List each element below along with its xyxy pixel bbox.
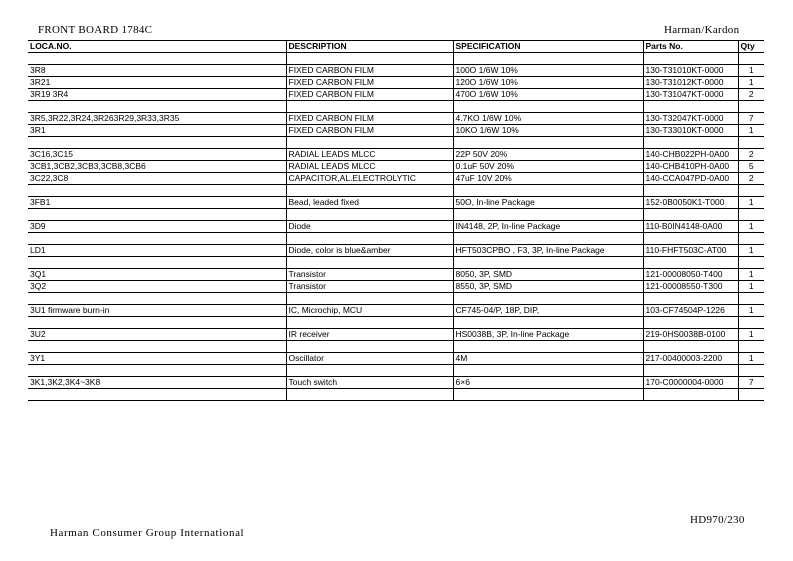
table-row [28, 269, 764, 281]
parts-no-cell [643, 101, 738, 113]
table-row [28, 173, 764, 185]
description-cell [286, 209, 453, 221]
location-cell: 3Q2 [28, 281, 286, 293]
table-row [28, 77, 764, 89]
description-cell: Diode [286, 221, 453, 233]
specification-cell: 4.7KO 1/6W 10% [453, 113, 643, 125]
parts-no-cell: 140-CHB022PH-0A00 [643, 149, 738, 161]
description-cell [286, 341, 453, 353]
qty-cell [738, 185, 764, 197]
description-cell: FIXED CARBON FILM [286, 65, 453, 77]
qty-cell: 7 [738, 113, 764, 125]
qty-cell [738, 317, 764, 329]
qty-cell [738, 293, 764, 305]
column-header-location: LOCA.NO. [28, 41, 286, 53]
description-cell [286, 389, 453, 401]
parts-no-cell: 130-T31012KT-0000 [643, 77, 738, 89]
qty-cell: 1 [738, 65, 764, 77]
parts-no-cell [643, 185, 738, 197]
location-cell [28, 185, 286, 197]
specification-cell: HFT503CPBO , F3, 3P, In-line Package [453, 245, 643, 257]
qty-cell: 1 [738, 245, 764, 257]
specification-cell: 47uF 10V 20% [453, 173, 643, 185]
specification-cell [453, 257, 643, 269]
parts-no-cell: 170-C0000004-0000 [643, 377, 738, 389]
parts-no-cell: 130-T31010KT-0000 [643, 65, 738, 77]
qty-cell: 1 [738, 329, 764, 341]
description-cell: RADIAL LEADS MLCC [286, 161, 453, 173]
qty-cell: 1 [738, 221, 764, 233]
specification-cell: 6×6 [453, 377, 643, 389]
qty-cell: 2 [738, 89, 764, 101]
table-row [28, 209, 764, 221]
parts-no-cell: 130-T32047KT-0000 [643, 113, 738, 125]
table-row [28, 113, 764, 125]
table-row [28, 257, 764, 269]
qty-cell: 1 [738, 125, 764, 137]
table-row [28, 89, 764, 101]
parts-no-cell [643, 137, 738, 149]
table-row [28, 137, 764, 149]
qty-cell: 1 [738, 281, 764, 293]
document-title: FRONT BOARD 1784C [38, 24, 153, 36]
description-cell [286, 365, 453, 377]
parts-list-table [28, 40, 764, 401]
column-header-parts-no: Parts No. [643, 41, 738, 53]
parts-no-cell: 219-0HS0038B-0100 [643, 329, 738, 341]
qty-cell [738, 365, 764, 377]
location-cell: 3FB1 [28, 197, 286, 209]
description-cell [286, 185, 453, 197]
specification-cell [453, 137, 643, 149]
specification-cell [453, 389, 643, 401]
column-header-description: DESCRIPTION [286, 41, 453, 53]
table-row [28, 365, 764, 377]
description-cell: FIXED CARBON FILM [286, 77, 453, 89]
description-cell: IR receiver [286, 329, 453, 341]
table-row [28, 125, 764, 137]
page-reference: HD970/230 [690, 514, 745, 526]
location-cell: 3Y1 [28, 353, 286, 365]
table-row [28, 377, 764, 389]
table-row [28, 53, 764, 65]
column-header-qty: Qty [738, 41, 764, 53]
location-cell [28, 137, 286, 149]
qty-cell: 5 [738, 161, 764, 173]
parts-no-cell: 121-00008050-T400 [643, 269, 738, 281]
location-cell: LD1 [28, 245, 286, 257]
specification-cell: 8550, 3P, SMD [453, 281, 643, 293]
description-cell [286, 233, 453, 245]
parts-no-cell: 130-T33010KT-0000 [643, 125, 738, 137]
parts-no-cell: 110-B0IN4148-0A00 [643, 221, 738, 233]
table-row [28, 161, 764, 173]
location-cell: 3R5,3R22,3R24,3R263R29,3R33,3R35 [28, 113, 286, 125]
specification-cell [453, 365, 643, 377]
specification-cell: 120O 1/6W 10% [453, 77, 643, 89]
table-row [28, 305, 764, 317]
table-row [28, 197, 764, 209]
qty-cell: 1 [738, 269, 764, 281]
location-cell [28, 365, 286, 377]
location-cell [28, 389, 286, 401]
qty-cell: 1 [738, 197, 764, 209]
description-cell: Touch switch [286, 377, 453, 389]
location-cell [28, 233, 286, 245]
qty-cell [738, 341, 764, 353]
table-row [28, 293, 764, 305]
parts-no-cell [643, 293, 738, 305]
location-cell [28, 101, 286, 113]
table-row [28, 185, 764, 197]
location-cell: 3R21 [28, 77, 286, 89]
description-cell: Oscillator [286, 353, 453, 365]
description-cell [286, 293, 453, 305]
description-cell: FIXED CARBON FILM [286, 113, 453, 125]
description-cell: FIXED CARBON FILM [286, 89, 453, 101]
location-cell [28, 293, 286, 305]
table-row [28, 329, 764, 341]
specification-cell: 8050, 3P, SMD [453, 269, 643, 281]
description-cell: CAPACITOR,AL.ELECTROLYTIC [286, 173, 453, 185]
table-row [28, 65, 764, 77]
location-cell: 3R1 [28, 125, 286, 137]
location-cell: 3Q1 [28, 269, 286, 281]
table-row [28, 149, 764, 161]
specification-cell [453, 293, 643, 305]
specification-cell: HS0038B, 3P, In-line Package [453, 329, 643, 341]
parts-no-cell: 217-00400003-2200 [643, 353, 738, 365]
table-row [28, 101, 764, 113]
qty-cell [738, 53, 764, 65]
parts-no-cell: 152-0B0050K1-T000 [643, 197, 738, 209]
specification-cell: 4M [453, 353, 643, 365]
location-cell: 3U1 firmware burn-in [28, 305, 286, 317]
parts-no-cell: 140-CCA047PD-0A00 [643, 173, 738, 185]
table-row [28, 389, 764, 401]
specification-cell: 0.1uF 50V 20% [453, 161, 643, 173]
specification-cell [453, 101, 643, 113]
specification-cell: 470O 1/6W 10% [453, 89, 643, 101]
specification-cell: IN4148, 2P, In-line Package [453, 221, 643, 233]
column-header-specification: SPECIFICATION [453, 41, 643, 53]
parts-no-cell: 140-CHB410PH-0A00 [643, 161, 738, 173]
table-row [28, 353, 764, 365]
table-row [28, 245, 764, 257]
parts-no-cell [643, 53, 738, 65]
location-cell [28, 257, 286, 269]
specification-cell: 22P 50V 20% [453, 149, 643, 161]
specification-cell: CF745-04/P, 18P, DIP, [453, 305, 643, 317]
specification-cell [453, 341, 643, 353]
specification-cell [453, 233, 643, 245]
location-cell [28, 341, 286, 353]
description-cell: FIXED CARBON FILM [286, 125, 453, 137]
description-cell [286, 257, 453, 269]
qty-cell [738, 389, 764, 401]
parts-no-cell [643, 233, 738, 245]
parts-no-cell [643, 317, 738, 329]
description-cell: Bead, leaded fixed [286, 197, 453, 209]
description-cell [286, 317, 453, 329]
location-cell: 3R8 [28, 65, 286, 77]
table-header-row [28, 41, 764, 53]
specification-cell: 50O, In-line Package [453, 197, 643, 209]
description-cell [286, 101, 453, 113]
qty-cell [738, 101, 764, 113]
location-cell: 3K1,3K2,3K4~3K8 [28, 377, 286, 389]
parts-no-cell: 121-00008550-T300 [643, 281, 738, 293]
table-row [28, 233, 764, 245]
location-cell: 3C16,3C15 [28, 149, 286, 161]
location-cell: 3R19 3R4 [28, 89, 286, 101]
location-cell: 3D9 [28, 221, 286, 233]
location-cell: 3U2 [28, 329, 286, 341]
qty-cell [738, 137, 764, 149]
qty-cell: 1 [738, 305, 764, 317]
parts-no-cell [643, 341, 738, 353]
location-cell [28, 209, 286, 221]
table-row [28, 281, 764, 293]
specification-cell [453, 185, 643, 197]
qty-cell: 1 [738, 353, 764, 365]
location-cell: 3CB1,3CB2,3CB3,3CB8,3CB6 [28, 161, 286, 173]
qty-cell: 7 [738, 377, 764, 389]
description-cell: Diode, color is blue&amber [286, 245, 453, 257]
specification-cell [453, 209, 643, 221]
description-cell [286, 137, 453, 149]
table-row [28, 341, 764, 353]
table-body [28, 53, 764, 401]
table-row [28, 221, 764, 233]
specification-cell: 10KO 1/6W 10% [453, 125, 643, 137]
brand-name: Harman/Kardon [664, 24, 740, 36]
description-cell: IC, Microchip, MCU [286, 305, 453, 317]
description-cell [286, 53, 453, 65]
qty-cell [738, 209, 764, 221]
qty-cell: 1 [738, 77, 764, 89]
qty-cell [738, 233, 764, 245]
specification-cell [453, 53, 643, 65]
specification-cell [453, 317, 643, 329]
parts-no-cell [643, 209, 738, 221]
table-row [28, 317, 764, 329]
company-name: Harman Consumer Group International [50, 527, 245, 539]
specification-cell: 100O 1/6W 10% [453, 65, 643, 77]
qty-cell: 2 [738, 149, 764, 161]
description-cell: Transistor [286, 281, 453, 293]
location-cell [28, 53, 286, 65]
location-cell: 3C22,3C8 [28, 173, 286, 185]
description-cell: Transistor [286, 269, 453, 281]
parts-no-cell [643, 365, 738, 377]
parts-no-cell: 130-T31047KT-0000 [643, 89, 738, 101]
description-cell: RADIAL LEADS MLCC [286, 149, 453, 161]
location-cell [28, 317, 286, 329]
parts-no-cell [643, 257, 738, 269]
parts-no-cell [643, 389, 738, 401]
parts-no-cell: 103-CF74504P-1226 [643, 305, 738, 317]
parts-no-cell: 110-FHFT503C-AT00 [643, 245, 738, 257]
qty-cell [738, 257, 764, 269]
qty-cell: 2 [738, 173, 764, 185]
